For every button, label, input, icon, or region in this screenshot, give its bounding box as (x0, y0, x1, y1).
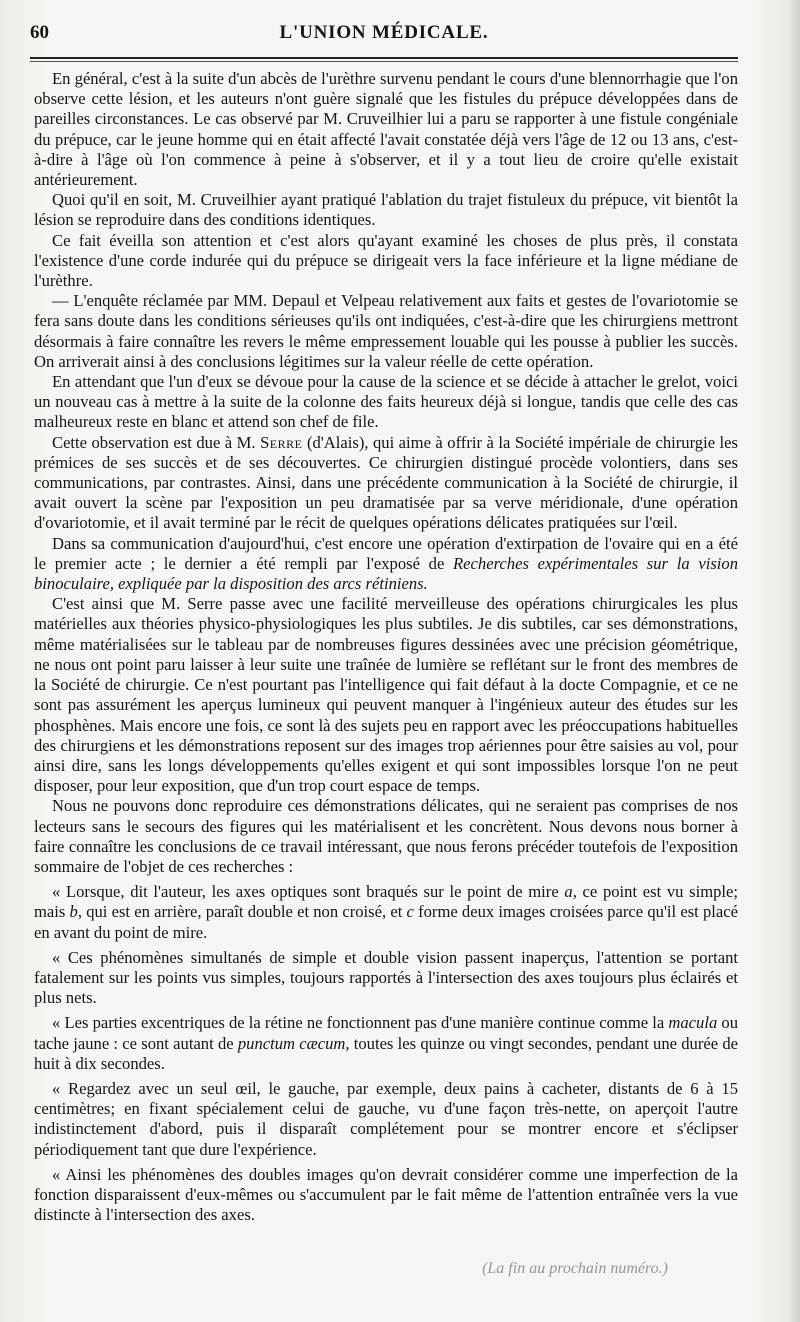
paragraph: Cette observation est due à M. Serre (d'Alais), qui aime à offrir à la Société impériale de chirurgie les prémices de ses succès et de ses découvertes. Ce chirurgien distingué procède volontiers, dans ses communications, par contrastes. Ainsi, dans une précédente communication à la Société de chirurgie, il avait ouvert la scène par l'exposition un peu dramatisée par sa verve méridionale, d'une opération d'ovariotomie, et il avait terminé par le récit de quelques opérations délicates pratiquées sur l'œil. (34, 432, 738, 533)
page-header (30, 20, 738, 50)
running-title: L'UNION MÉDICALE. (279, 22, 489, 43)
header-rule (30, 57, 738, 59)
quote-paragraph: « Regardez avec un seul œil, le gauche, par exemple, deux pains à cacheter, distants de 6 à 15 centimètres; en fixant spécialement celui de gauche, vu d'une façon très-nette, on aperçoit l'autre indistinctement d'abord, puis il disparaît complétement pour se montrer encore et s'éclipser périodiquement tant que dure l'expérience. (34, 1078, 738, 1159)
work-title: Recherches expérimentales sur la vision binoculaire, expliquée par la disposition des arcs rétiniens. (34, 553, 738, 594)
paragraph: Nous ne pouvons donc reproduire ces démonstrations délicates, qui ne seraient pas comprises de nos lecteurs sans le secours des figures qui les matérialisent et les concrètent. Nous devons nous borner à faire connaître les conclusions de ce travail intéressant, que nous ferons précéder toutefois de l'exposition sommaire de l'objet de ces recherches : (34, 796, 738, 876)
author-name: Serre (260, 432, 303, 452)
paragraph: — L'enquête réclamée par MM. Depaul et Velpeau relativement aux faits et gestes de l'ovariotomie se fera sans doute dans les conditions sérieuses qu'ils ont indiquées, c'est-à-dire que les chirurgiens mettront désormais à faire connaître les revers le même empressement louable qui les pousse à publier les succès. On arriverait ainsi à des conclusions légitimes sur la valeur réelle de cette opération. (34, 291, 738, 371)
quote-paragraph: « Ces phénomènes simultanés de simple et double vision passent inaperçus, l'attention se portant fatalement sur les points vus simples, toujours rapportés à l'intersection des axes toujours plus éclairés et plus nets. (34, 947, 738, 1008)
article-body (34, 69, 738, 1225)
quote-paragraph: « Ainsi les phénomènes des doubles images qu'on devrait considérer comme une imperfection de la fonction disparaissent d'eux-mêmes ou s'accumulent par le fait même de l'attention entraînée vers la vue distincte à l'intersection des axes. (34, 1164, 738, 1225)
continuation-note: (La fin au prochain numéro.) (482, 1260, 668, 1277)
quote-paragraph: « Les parties excentriques de la rétine ne fonctionnent pas d'une manière continue comme la macula ou tache jaune : ce sont autant de punctum cæcum, toutes les quinze ou vingt secondes, pendant une durée de huit à dix secondes. (34, 1013, 739, 1073)
paragraph: En général, c'est à la suite d'un abcès de l'urèthre survenu pendant le cours d'une blennorrhagie que l'on observe cette lésion, et les auteurs n'ont guère signalé que les fistules du prépuce développées dans de pareilles circonstances. Le cas observé par M. Cruveilhier lui a paru se rapporter à une fistule congéniale du prépuce, car le jeune homme qui en était affecté l'avait constatée déjà vers l'âge de 12 ou 13 ans, c'est-à-dire à l'âge où l'on commence à peine à s'observer, et il y a tout lieu de croire qu'elle existait antérieurement. (34, 69, 738, 190)
paragraph: Ce fait éveilla son attention et c'est alors qu'ayant examiné les choses de plus près, il constata l'existence d'une corde indurée qui du prépuce se dirigeait vers la face inférieure et la ligne médiane de l'urèthre. (34, 230, 738, 291)
paragraph: Dans sa communication d'aujourd'hui, c'est encore une opération d'extirpation de l'ovaire qui en a été le premier acte ; le dernier a été rempli par l'exposé de Recherches expérimentales sur la vision binoculaire, expliquée par la disposition des arcs rétiniens. (34, 533, 738, 594)
page-edge-shadow (788, 0, 800, 1322)
paragraph: Quoi qu'il en soit, M. Cruveilhier ayant pratiqué l'ablation du trajet fistuleux du prépuce, vit bientôt la lésion se reproduire dans des conditions identiques. (34, 190, 738, 230)
paragraph: C'est ainsi que M. Serre passe avec une facilité merveilleuse des opérations chirurgicales les plus matérielles aux théories physico-physiologiques les plus subtiles. Je dis subtiles, car ses démonstrations, même matérialisées sur le tableau par de nombreuses figures dessinées avec une précision géométrique, ne nous ont point paru laisser à leur suite une traînée de lumière se reflétant sur le front des membres de la Société de chirurgie. Ce n'est pourtant pas l'intelligence qui fait défaut à la docte Compagnie, et ce ne sont pas assurément les aperçus lumineux qui peuvent manquer à l'ingénieux auteur des études sur les phosphènes. Mais encore une fois, ce sont là des sujets peu en rapport avec les préoccupations habituelles des chirurgiens et les démonstrations reposent sur des images trop aériennes pour être saisies au vol, pour ainsi dire, sans les longs développements qu'elles exigent et qui sont impossibles lorsque l'on ne peut disposer, pour leur exposition, que d'un trop court espace de temps. (34, 594, 738, 796)
quote-paragraph: « Lorsque, dit l'auteur, les axes optiques sont braqués sur le point de mire a, ce point est vu simple; mais b, qui est en arrière, paraît double et non croisé, et c forme deux images croisées parce qu'il est placé en avant du point de mire. (34, 882, 739, 942)
paragraph: En attendant que l'un d'eux se dévoue pour la cause de la science et se décide à attacher le grelot, voici un nouveau cas à mettre à la suite de la colonne des faits heureux déjà si longue, tandis que celle des cas malheureux reste en blanc et attend son chef de file. (34, 372, 738, 432)
page-number: 60 (30, 22, 49, 43)
